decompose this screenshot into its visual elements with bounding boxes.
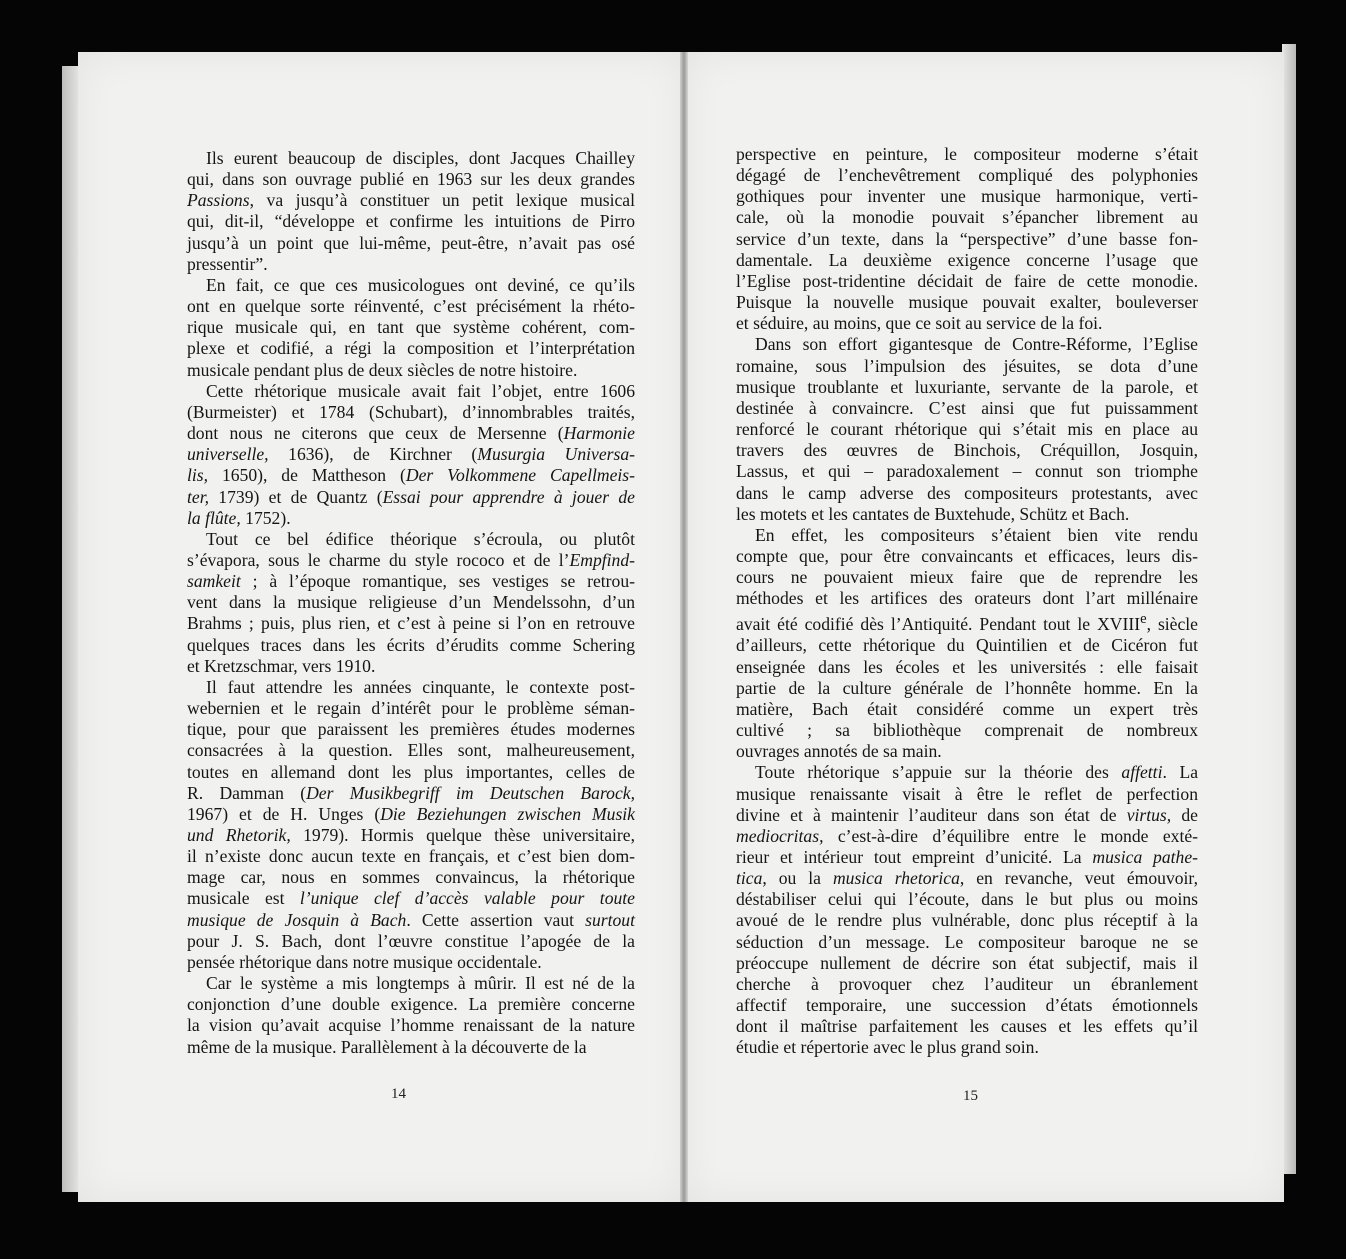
text-line: Passions, va jusqu’à constituer un petit lexique musical xyxy=(187,190,635,211)
text-line: étudie et répertorie avec le plus grand soin. xyxy=(736,1037,1039,1058)
paragraph xyxy=(736,334,1198,524)
text-line: il n’existe donc aucun texte en français, et c’est bien dom- xyxy=(187,846,635,867)
left-page xyxy=(78,52,684,1202)
paragraph xyxy=(187,973,635,1058)
text-line: musique troublante et luxuriante, servante de la parole, et xyxy=(736,376,1198,397)
text-line: En effet, les compositeurs s’étaient bien vite rendu xyxy=(755,524,1198,545)
text-line: jusqu’à un point que lui-même, peut-être, n’avait pas osé xyxy=(187,232,635,253)
text-line: enseignée dans les écoles et les universités : elle faisait xyxy=(736,656,1198,677)
text-line: Brahms ; puis, plus rien, et c’est à peine si l’on en retrouve xyxy=(187,613,635,634)
text-line: webernien et le regain d’intérêt pour le problème séman- xyxy=(187,698,635,719)
text-line: Dans son effort gigantesque de Contre-Réforme, l’Eglise xyxy=(755,334,1198,355)
text-line: pour J. S. Bach, dont l’œuvre constitue l’apogée de la xyxy=(187,930,635,951)
text-line: gothiques pour inventer une musique harmonique, verti- xyxy=(736,186,1198,207)
text-line: Tout ce bel édifice théorique s’écroula, ou plutôt xyxy=(206,528,635,549)
text-line: déstabiliser celui qui l’écoute, dans le but plus ou moins xyxy=(736,889,1198,910)
text-line: avait été codifié dès l’Antiquité. Pendant tout le XVIIIe, siècle xyxy=(736,611,1198,635)
text-line: séduction d’un message. Le compositeur baroque ne se xyxy=(736,931,1198,952)
text-line: qui, dit-il, “développe et confirme les intuitions de Pirro xyxy=(187,211,635,232)
text-line: cherche à provoquer chez l’auditeur un ébranlement xyxy=(736,973,1198,994)
text-line: destinée à convaincre. C’est ainsi que fut puissamment xyxy=(736,397,1198,418)
text-line: Puisque la nouvelle musique pouvait exalter, bouleverser xyxy=(736,292,1198,313)
text-line: vent dans la musique religieuse d’un Mendelssohn, d’un xyxy=(187,592,635,613)
text-line: dont il maîtrise parfaitement les causes et les effets qu’il xyxy=(736,1016,1198,1037)
text-line: dans le camp adverse des compositeurs protestants, avec xyxy=(736,482,1198,503)
text-line: pensée rhétorique dans notre musique occidentale. xyxy=(187,951,542,972)
text-line: ouvrages annotés de sa main. xyxy=(736,741,942,762)
text-line: et séduire, au moins, que ce soit au service de la foi. xyxy=(736,313,1103,334)
text-line: dont nous ne citerons que ceux de Mersenne (Harmonie xyxy=(187,423,635,444)
text-line: service d’un texte, dans la “perspective” d’une basse fon- xyxy=(736,228,1198,249)
text-line: rieur et intérieur tout empreint d’unicité. La musica pathe- xyxy=(736,847,1198,868)
page-stack-edge-right xyxy=(1282,44,1296,1174)
right-page xyxy=(686,52,1284,1202)
text-line: même de la musique. Parallèlement à la découverte de la xyxy=(187,1036,587,1057)
paragraph xyxy=(736,525,1198,763)
book-gutter xyxy=(680,52,688,1202)
text-line: consacrées à la question. Elles sont, malheureusement, xyxy=(187,740,635,761)
left-page-text xyxy=(187,148,635,1058)
text-line: Ils eurent beaucoup de disciples, dont Jacques Chailley xyxy=(206,148,635,168)
text-line: musique renaissante visait à être le reflet de perfection xyxy=(736,783,1198,804)
text-line: cultivé ; sa bibliothèque comprenait de nombreux xyxy=(736,720,1198,741)
text-line: la vision qu’avait acquise l’homme renaissant de la nature xyxy=(187,1015,635,1036)
text-line: partie de la culture générale de l’honnête homme. En la xyxy=(736,677,1198,698)
text-line: plexe et codifié, a régi la composition et l’interprétation xyxy=(187,338,635,359)
text-line: ont en quelque sorte réinventé, c’est précisément la rhéto- xyxy=(187,296,635,317)
paragraph xyxy=(187,529,635,677)
text-line: matière, Bach était considéré comme un expert très xyxy=(736,698,1198,719)
paragraph xyxy=(187,148,635,275)
text-line: mediocritas, c’est-à-dire d’équilibre entre le monde exté- xyxy=(736,825,1198,846)
text-line: ter, 1739) et de Quantz (Essai pour apprendre à jouer de xyxy=(187,486,635,507)
text-line: lis, 1650), de Mattheson (Der Volkommene Capellmeis- xyxy=(187,465,635,486)
text-line: R. Damman (Der Musikbegriff im Deutschen Barock, xyxy=(187,782,635,803)
text-line: romaine, sous l’impulsion des jésuites, se dota d’une xyxy=(736,355,1198,376)
text-line: quelques traces dans les écrits d’érudits comme Schering xyxy=(187,634,635,655)
text-line: méthodes et les artifices des orateurs dont l’art millénaire xyxy=(736,588,1198,609)
text-line: perspective en peinture, le compositeur moderne s’était xyxy=(736,144,1198,164)
text-line: s’évapora, sous le charme du style rococo et de l’Empfind- xyxy=(187,549,635,570)
text-line: les motets et les cantates de Buxtehude, Schütz et Bach. xyxy=(736,503,1130,524)
text-line: mage car, nous en sommes convaincus, la rhétorique xyxy=(187,867,635,888)
paragraph xyxy=(187,677,635,973)
text-line: Toute rhétorique s’appuie sur la théorie des affetti. La xyxy=(755,762,1199,783)
text-line: En fait, ce que ces musicologues ont deviné, ce qu’ils xyxy=(206,274,635,295)
text-line: rique musicale qui, en tant que système cohérent, com- xyxy=(187,317,635,338)
text-line: samkeit ; à l’époque romantique, ses vestiges se retrou- xyxy=(187,571,635,592)
page-number-right: 15 xyxy=(963,1088,978,1104)
text-line: toutes en allemand dont les plus importantes, celles de xyxy=(187,761,635,782)
text-line: cours ne pouvaient mieux faire que de reprendre les xyxy=(736,567,1198,588)
text-line: universelle, 1636), de Kirchner (Musurgia Universa- xyxy=(187,444,635,465)
text-line: (Burmeister) et 1784 (Schubart), d’innombrables traités, xyxy=(187,401,635,422)
text-line: qui, dans son ouvrage publié en 1963 sur les deux grandes xyxy=(187,169,635,190)
text-line: tique, pour que paraissent les premières études modernes xyxy=(187,719,635,740)
text-line: la flûte, 1752). xyxy=(187,507,291,528)
text-line: compte que, pour être convaincants et efficaces, leurs dis- xyxy=(736,545,1198,566)
text-line: 1967) et de H. Unges (Die Beziehungen zwischen Musik xyxy=(187,803,635,824)
text-line: und Rhetorik, 1979). Hormis quelque thèse universitaire, xyxy=(187,825,635,845)
text-line: musicale pendant plus de deux siècles de notre histoire. xyxy=(187,359,578,380)
text-line: avoué de le rendre plus vulnérable, donc plus réceptif à la xyxy=(736,910,1198,931)
paragraph xyxy=(187,275,635,381)
text-line: Il faut attendre les années cinquante, le contexte post- xyxy=(206,676,635,697)
paragraph xyxy=(736,762,1198,1058)
text-line: tica, ou la musica rhetorica, en revanche, veut émouvoir, xyxy=(736,868,1198,889)
paragraph xyxy=(187,381,635,529)
text-line: Cette rhétorique musicale avait fait l’objet, entre 1606 xyxy=(206,380,635,401)
text-line: d’ailleurs, cette rhétorique du Quintilien et de Cicéron fut xyxy=(736,635,1198,656)
text-line: travers des œuvres de Binchois, Créquillon, Josquin, xyxy=(736,440,1198,461)
text-line: pressentir”. xyxy=(187,253,268,274)
paragraph xyxy=(736,144,1198,334)
text-line: renforcé le courant rhétorique qui s’était mis en place au xyxy=(736,419,1198,440)
text-line: divine et à maintenir l’auditeur dans son état de virtus, de xyxy=(736,804,1198,825)
text-line: musique de Josquin à Bach. Cette assertion vaut surtout xyxy=(187,909,635,930)
text-line: cale, où la monodie pouvait s’épancher librement au xyxy=(736,207,1198,228)
text-line: affectif temporaire, une succession d’états émotionnels xyxy=(736,995,1198,1016)
text-line: musicale est l’unique clef d’accès valable pour toute xyxy=(187,888,635,909)
text-line: conjonction d’une double exigence. La première concerne xyxy=(187,994,635,1015)
text-line: dégagé de l’enchevêtrement compliqué des polyphonies xyxy=(736,165,1198,186)
text-line: damentale. La deuxième exigence concerne l’usage que xyxy=(736,249,1198,270)
page-number-left: 14 xyxy=(391,1086,406,1102)
text-line: Car le système a mis longtemps à mûrir. Il est né de la xyxy=(206,973,635,994)
text-line: l’Eglise post-tridentine décidait de faire de cette monodie. xyxy=(736,270,1198,291)
text-line: Lassus, et qui – paradoxalement – connut son triomphe xyxy=(736,461,1198,482)
text-line: préoccupe nullement de décrire son état subjectif, mais il xyxy=(736,952,1198,973)
text-line: et Kretzschmar, vers 1910. xyxy=(187,655,376,676)
right-page-text xyxy=(736,144,1198,1059)
